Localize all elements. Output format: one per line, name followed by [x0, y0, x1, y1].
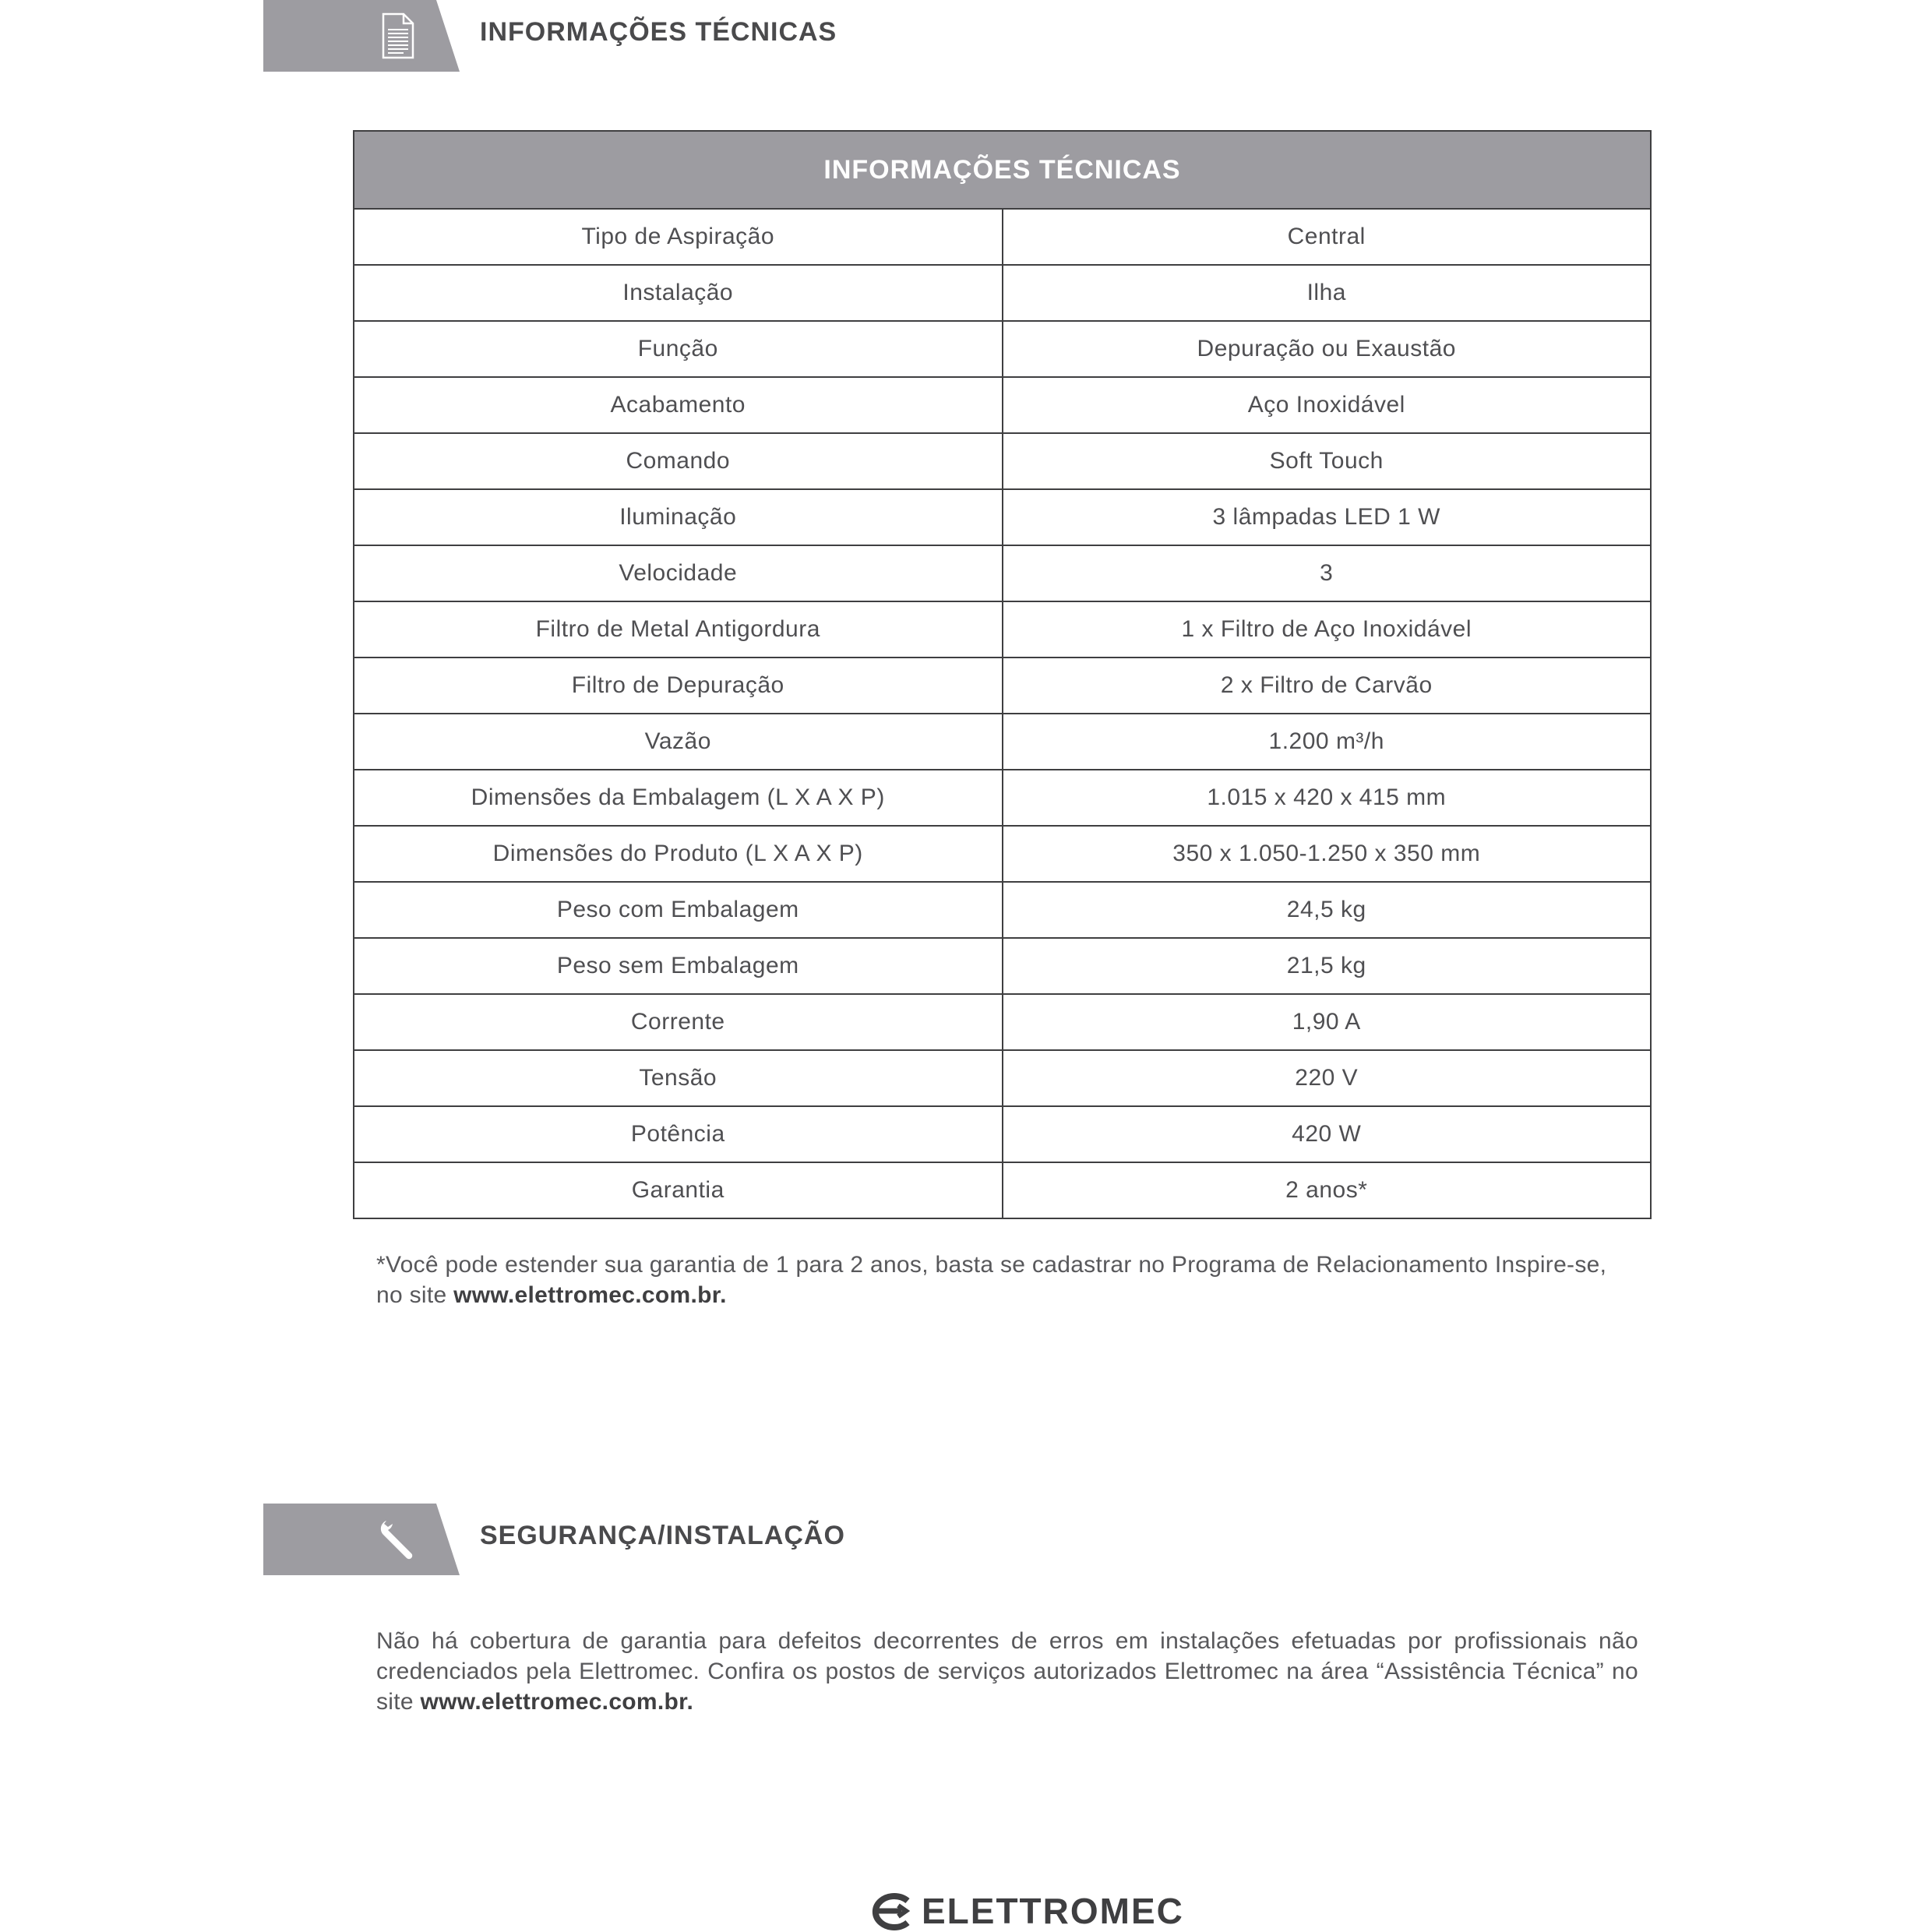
table-row [354, 938, 1651, 994]
table-row [354, 209, 1651, 265]
spec-label: Tensão [354, 1050, 1003, 1106]
section-header-technical [263, 0, 1588, 72]
spec-value: 1 x Filtro de Aço Inoxidável [1003, 601, 1652, 658]
spec-value: 2 anos* [1003, 1162, 1652, 1218]
footer-logo [867, 1888, 1184, 1932]
table-header: INFORMAÇÕES TÉCNICAS [354, 131, 1651, 209]
document-icon [372, 11, 422, 61]
spec-label: Instalação [354, 265, 1003, 321]
spec-value: Ilha [1003, 265, 1652, 321]
spec-label: Comando [354, 433, 1003, 489]
spec-value: 1,90 A [1003, 994, 1652, 1050]
spec-value: 1.015 x 420 x 415 mm [1003, 770, 1652, 826]
spec-value: 420 W [1003, 1106, 1652, 1162]
spec-label: Função [354, 321, 1003, 377]
table-row [354, 489, 1651, 545]
table-row [354, 265, 1651, 321]
spec-label: Filtro de Metal Antigordura [354, 601, 1003, 658]
table-row [354, 601, 1651, 658]
spec-label: Velocidade [354, 545, 1003, 601]
spec-value: 24,5 kg [1003, 882, 1652, 938]
table-row [354, 433, 1651, 489]
table-row [354, 377, 1651, 433]
table-row [354, 1162, 1651, 1218]
spec-value: 3 lâmpadas LED 1 W [1003, 489, 1652, 545]
section-tab [263, 0, 460, 72]
spec-label: Peso com Embalagem [354, 882, 1003, 938]
warranty-note [376, 1250, 1638, 1310]
table-row [354, 826, 1651, 882]
spec-label: Tipo de Aspiração [354, 209, 1003, 265]
spec-label: Corrente [354, 994, 1003, 1050]
table-row [354, 545, 1651, 601]
table-row [354, 321, 1651, 377]
spec-value: Central [1003, 209, 1652, 265]
section-header-safety [263, 1504, 1588, 1575]
spec-label: Acabamento [354, 377, 1003, 433]
table-row [354, 770, 1651, 826]
brand-name: ELETTROMEC [922, 1891, 1184, 1931]
wrench-icon [372, 1514, 422, 1564]
spec-value: 220 V [1003, 1050, 1652, 1106]
spec-value: 3 [1003, 545, 1652, 601]
spec-label: Filtro de Depuração [354, 658, 1003, 714]
spec-value: 2 x Filtro de Carvão [1003, 658, 1652, 714]
section-title: INFORMAÇÕES TÉCNICAS [480, 17, 837, 47]
table-row [354, 1050, 1651, 1106]
table-row [354, 882, 1651, 938]
spec-label: Garantia [354, 1162, 1003, 1218]
website-link[interactable]: www.elettromec.com.br. [453, 1282, 727, 1308]
spec-value: 350 x 1.050-1.250 x 350 mm [1003, 826, 1652, 882]
warranty-note-text: *Você pode estender sua garantia de 1 para 2 anos, basta se cadastrar no Programa de Relacionamento Inspire-se, no site [376, 1252, 1607, 1308]
spec-value: Soft Touch [1003, 433, 1652, 489]
elettromec-logo-icon [867, 1891, 915, 1930]
spec-value: Depuração ou Exaustão [1003, 321, 1652, 377]
table-row [354, 658, 1651, 714]
spec-label: Dimensões do Produto (L X A X P) [354, 826, 1003, 882]
spec-value: 21,5 kg [1003, 938, 1652, 994]
section-title: SEGURANÇA/INSTALAÇÃO [480, 1521, 845, 1550]
table-row [354, 1106, 1651, 1162]
spec-label: Iluminação [354, 489, 1003, 545]
safety-text: Não há cobertura de garantia para defeitos decorrentes de erros em instalações efetuadas por profissionais não credenciados pela Elettromec. Confira os postos de serviços autorizados Elettromec na área “Assistência Técnica” no site [376, 1628, 1638, 1715]
spec-label: Dimensões da Embalagem (L X A X P) [354, 770, 1003, 826]
table-row [354, 714, 1651, 770]
spec-value: Aço Inoxidável [1003, 377, 1652, 433]
technical-specs-table [353, 130, 1652, 1219]
table-row [354, 994, 1651, 1050]
section-tab [263, 1504, 460, 1575]
spec-value: 1.200 m³/h [1003, 714, 1652, 770]
spec-label: Potência [354, 1106, 1003, 1162]
spec-label: Vazão [354, 714, 1003, 770]
website-link[interactable]: www.elettromec.com.br. [420, 1689, 694, 1715]
safety-paragraph [376, 1626, 1638, 1717]
spec-label: Peso sem Embalagem [354, 938, 1003, 994]
